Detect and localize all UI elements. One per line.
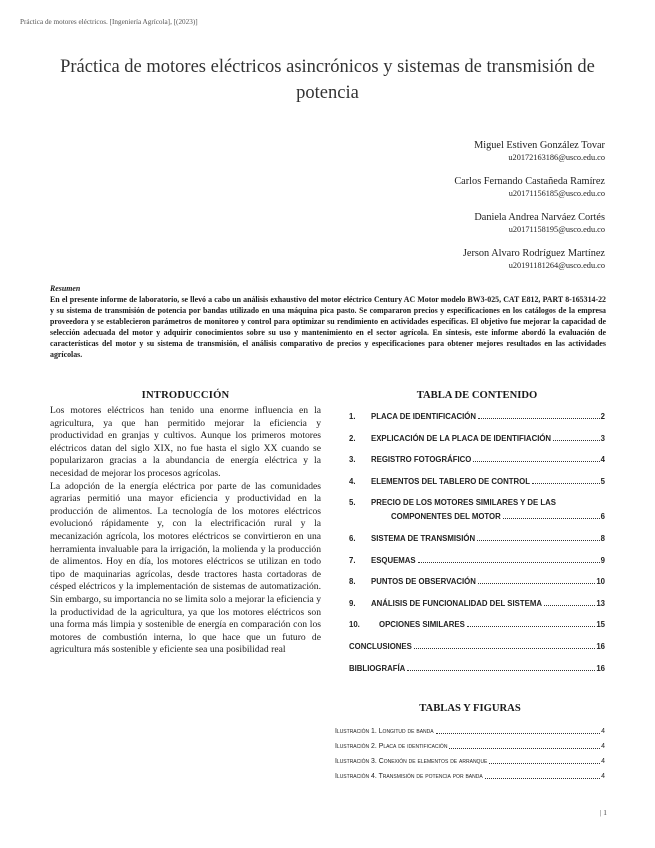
figure-page: 4 — [601, 743, 605, 750]
toc-number: 7. — [349, 555, 356, 565]
toc-leader — [478, 418, 600, 419]
introduction-paragraph: La adopción de la energía eléctrica por parte de las comunidades agrarias permitió una mayor eficiencia y productividad en la producción de alimentos. La tecnología de los motores eléctricos evolucionó rápidamente y, con la electrificación rural y la mecanización agrícola, los motores eléctricos se convirtieron en una herramienta invaluable para la irrigación, la molienda y la producción de alimentos. Hoy en día, los motores eléctricos se utilizan en todo tipo de maquinarias agrícolas, desde tractores hasta cortadoras de césped eléctricos y la implementación de sistemas de automatización. Sin embargo, su importancia no se limita solo a mejorar la eficiencia y la productividad de la agricultura, ya que los motores eléctricos son una forma más limpia y sostenible de energía en comparación con los motores de combustión interna, lo que hace que un futuro de agricultura más sostenible y eficiente sea una posibilidad real — [50, 480, 321, 656]
author-block — [463, 247, 605, 271]
figure-entry[interactable] — [335, 742, 605, 752]
toc-leader — [503, 518, 600, 519]
toc-page: 16 — [596, 663, 605, 673]
toc-leader — [478, 583, 595, 584]
toc-label: ESQUEMAS — [371, 555, 416, 565]
toc-label: BIBLIOGRAFÍA — [349, 663, 406, 673]
toc-page: 15 — [596, 620, 605, 630]
figures-list — [335, 703, 605, 787]
author-email: u20191181264@usco.edu.co — [508, 261, 605, 270]
toc-label: OPCIONES SIMILARES — [379, 620, 465, 630]
toc-number: 5. — [349, 498, 356, 508]
author-name: Miguel Estiven González Tovar — [474, 140, 605, 151]
figure-entry[interactable] — [335, 727, 605, 737]
figure-leader — [485, 778, 600, 779]
toc-label: PUNTOS DE OBSERVACIÓN — [371, 577, 476, 587]
figures-heading: TABLAS Y FIGURAS — [419, 703, 521, 714]
running-header: Práctica de motores eléctricos. [Ingeniería Agrícola], [(2023)] — [20, 18, 198, 26]
figure-leader — [436, 733, 601, 734]
author-block — [454, 175, 605, 199]
toc-page: 13 — [596, 598, 605, 608]
toc-number: 9. — [349, 598, 356, 608]
toc-label-continued: COMPONENTES DEL MOTOR — [391, 512, 501, 522]
toc-entry[interactable] — [349, 598, 605, 609]
introduction-paragraph: Los motores eléctricos han tenido una enorme influencia en la agricultura, ya que han permitido mejorar la eficiencia y productividad en granjas y cultivos. Aunque los primeros motores eléctricos datan del siglo XIX, no fue hasta el siglo XX cuando se popularizaron gracias a la abundancia de energía eléctrica y la necesidad de mejorar los procesos agrícolas. — [50, 405, 321, 479]
toc-leader — [418, 562, 600, 563]
toc-page: 2 — [600, 412, 605, 421]
toc-leader — [544, 605, 595, 606]
page-number: | 1 — [599, 808, 607, 817]
figure-page: 4 — [601, 758, 605, 765]
abstract-label: Resumen — [50, 284, 81, 293]
figure-entry[interactable] — [335, 772, 605, 782]
author-name: Daniela Andrea Narváez Cortés — [474, 212, 605, 223]
toc-leader — [553, 440, 600, 441]
paper-title: Práctica de motores eléctricos asincrónicos y sistemas de transmisión de potencia — [60, 57, 595, 103]
figure-label: Ilustración 4. Transmisión de potencia por banda — [335, 773, 483, 780]
toc-label: ELEMENTOS DEL TABLERO DE CONTROL — [371, 476, 530, 486]
toc-heading: TABLA DE CONTENIDO — [416, 390, 538, 401]
figure-label: Ilustración 1. Longitud de banda — [335, 728, 434, 735]
toc-entry[interactable] — [349, 411, 605, 422]
toc-leader — [473, 461, 599, 462]
toc-entry[interactable] — [349, 533, 605, 544]
introduction-section — [50, 390, 321, 657]
toc-entry[interactable] — [349, 555, 605, 566]
toc-page: 8 — [600, 533, 605, 543]
author-block — [474, 139, 605, 163]
toc-page: 3 — [600, 433, 605, 443]
toc-leader — [414, 648, 595, 649]
figure-label: Ilustración 2. Placa de identificación — [335, 743, 448, 750]
toc-number: 6. — [349, 533, 356, 543]
toc-number: 3. — [349, 455, 356, 465]
toc-label: ANÁLISIS DE FUNCIONALIDAD DEL SISTEMA — [371, 598, 542, 608]
toc-entry[interactable] — [349, 641, 605, 652]
toc-page: 5 — [600, 476, 605, 486]
table-of-contents — [349, 390, 605, 684]
toc-label: EXPLICACIÓN DE LA PLACA DE IDENTIFIACIÓN — [371, 433, 552, 443]
toc-entry[interactable] — [349, 497, 605, 522]
figure-leader — [449, 748, 600, 749]
toc-label: PLACA DE IDENTIFICACIÓN — [371, 412, 476, 421]
toc-entry[interactable] — [349, 619, 605, 630]
introduction-heading: INTRODUCCIÓN — [141, 390, 230, 401]
author-name: Jerson Alvaro Rodríguez Martínez — [462, 248, 605, 259]
figure-page: 4 — [601, 728, 605, 735]
toc-label: CONCLUSIONES — [349, 641, 412, 651]
toc-page: 16 — [596, 641, 605, 651]
toc-page: 9 — [600, 555, 605, 565]
author-block — [474, 211, 605, 235]
toc-entry[interactable] — [349, 476, 605, 487]
toc-page: 10 — [596, 577, 605, 587]
toc-number: 1. — [349, 412, 356, 421]
author-name: Carlos Fernando Castañeda Ramírez — [454, 176, 605, 187]
abstract-text: En el presente informe de laboratorio, se llevó a cabo un análisis exhaustivo del motor eléctrico Century AC Motor modelo BW3-025, CAT E812, PART 8-165314-22 y su sistema de transmisión de potencia por bandas utilizado en una máquina pica pasto. Se compararon precios y especificaciones en los catálogos de la empresa proveedora y se establecieron parámetros de monitoreo y control para optimizar su rendimiento en actividades específicas. El objetivo fue mejorar la capacidad de selección adecuada del motor y adquirir conocimientos sobre su uso y mantenimiento en el sector agrícola. En síntesis, este informe abordó la evaluación de características del motor y su sistema de transmisión, el análisis comparativo de precios y especificaciones para obtener mejores resultados en las actividades agrícolas. — [50, 295, 606, 359]
toc-number: 2. — [349, 433, 356, 443]
toc-leader — [532, 483, 600, 484]
toc-leader — [477, 540, 600, 541]
toc-number: 10. — [349, 620, 360, 630]
toc-page: 6 — [600, 512, 605, 522]
figure-page: 4 — [601, 773, 605, 780]
toc-leader — [467, 626, 596, 627]
toc-label: PRECIO DE LOS MOTORES SIMILARES Y DE LAS — [371, 498, 556, 508]
author-email: u20172163186@usco.edu.co — [508, 153, 605, 162]
toc-label: REGISTRO FOTOGRÁFICO — [371, 455, 472, 465]
toc-number: 8. — [349, 577, 356, 587]
toc-entry[interactable] — [349, 454, 605, 465]
toc-entry[interactable] — [349, 576, 605, 587]
figure-label: Ilustración 3. Conexión de elementos de arranque — [335, 758, 488, 765]
toc-page: 4 — [600, 455, 605, 465]
author-email: u20171156185@usco.edu.co — [508, 189, 605, 198]
toc-entry[interactable] — [349, 433, 605, 444]
figure-entry[interactable] — [335, 757, 605, 767]
toc-label: SISTEMA DE TRANSMISIÓN — [371, 533, 476, 543]
figure-leader — [489, 763, 600, 764]
abstract — [50, 283, 606, 360]
author-email: u20171158195@usco.edu.co — [508, 225, 605, 234]
toc-entry[interactable] — [349, 663, 605, 674]
toc-leader — [407, 670, 595, 671]
toc-number: 4. — [349, 476, 356, 486]
